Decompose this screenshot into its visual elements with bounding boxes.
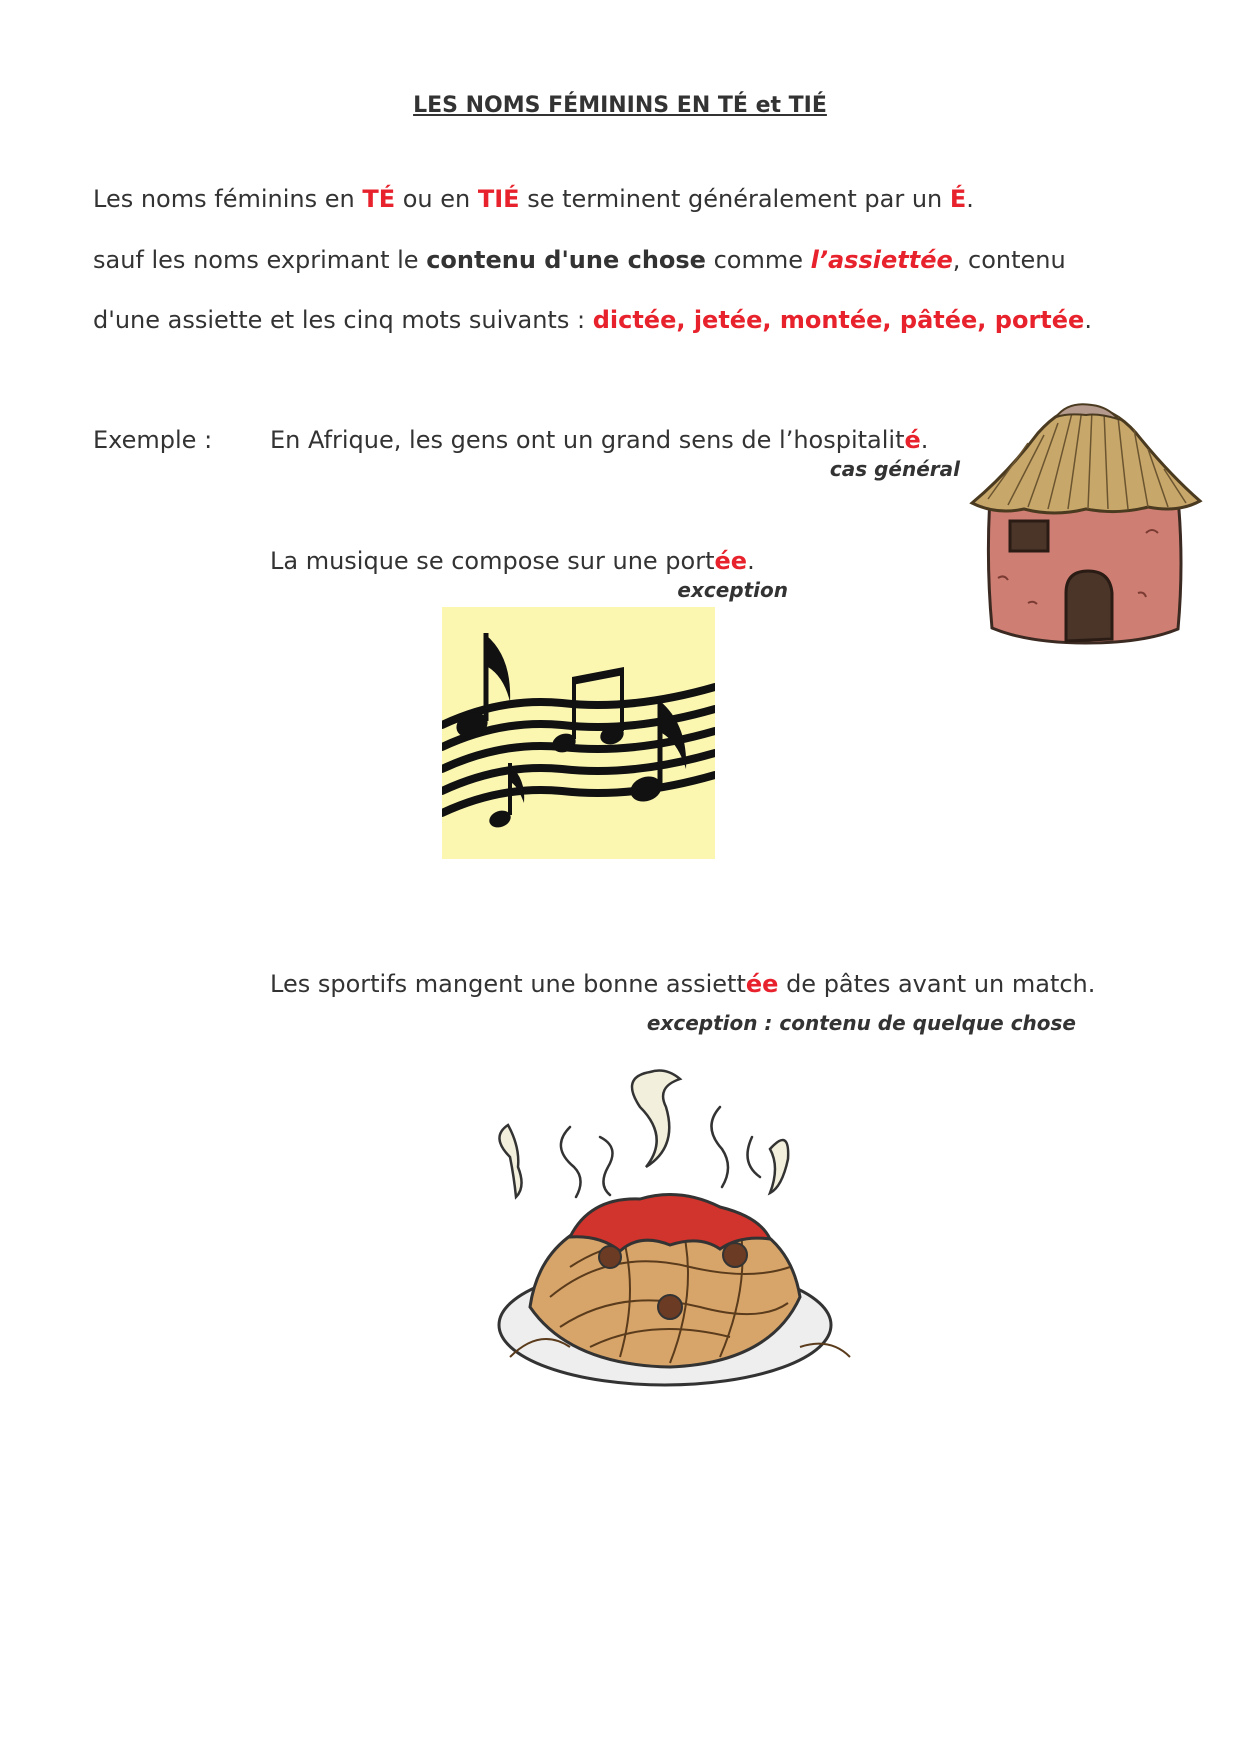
- example-2-sentence: [270, 546, 755, 576]
- rule-text: .: [1084, 306, 1092, 334]
- rule-text: se terminent généralement par un: [519, 185, 950, 213]
- rule-text: comme: [705, 246, 811, 274]
- sentence-text: La musique se compose sur une port: [270, 547, 715, 575]
- example-1-sentence: [270, 425, 928, 455]
- rule-text: Les noms féminins en: [93, 185, 363, 213]
- example-3-note: exception : contenu de quelque chose: [646, 1011, 1076, 1035]
- suffix-tie: TIÉ: [477, 185, 520, 213]
- ending-highlight: ée: [745, 970, 779, 998]
- rule-text: .: [966, 185, 974, 213]
- page-title: LES NOMS FÉMININS EN TÉ et TIÉ: [413, 93, 827, 118]
- ending-highlight: é: [904, 426, 921, 454]
- suffix-te: TÉ: [362, 185, 396, 213]
- rule-line-3: [93, 305, 1092, 335]
- rule-text: , contenu: [952, 246, 1066, 274]
- ending-highlight: ée: [714, 547, 748, 575]
- sentence-text: Les sportifs mangent une bonne assiett: [270, 970, 746, 998]
- sentence-text: En Afrique, les gens ont un grand sens de l’hospitalit: [270, 426, 905, 454]
- sentence-text: de pâtes avant un match.: [778, 970, 1096, 998]
- ending-e: É: [949, 185, 967, 213]
- content-phrase: contenu d'une chose: [426, 246, 706, 274]
- assiettee-word: l’assiettée: [810, 246, 953, 274]
- spaghetti-plate-illustration: [470, 1067, 860, 1407]
- example-3-sentence: [270, 969, 1095, 999]
- rule-line-1: [93, 184, 974, 214]
- rule-text: d'une assiette et les cinq mots suivants :: [93, 306, 593, 334]
- sentence-text: .: [747, 547, 755, 575]
- example-1-note: cas général: [829, 457, 960, 481]
- example-label: Exemple :: [93, 426, 213, 454]
- exception-words: dictée, jetée, montée, pâtée, portée: [592, 306, 1085, 334]
- music-notes-illustration: [442, 607, 715, 859]
- rule-line-2: [93, 245, 1066, 275]
- rule-text: ou en: [395, 185, 478, 213]
- sentence-text: .: [920, 426, 929, 454]
- rule-text: sauf les noms exprimant le: [93, 246, 427, 274]
- example-2-note: exception: [677, 578, 788, 602]
- hut-illustration: [968, 403, 1204, 645]
